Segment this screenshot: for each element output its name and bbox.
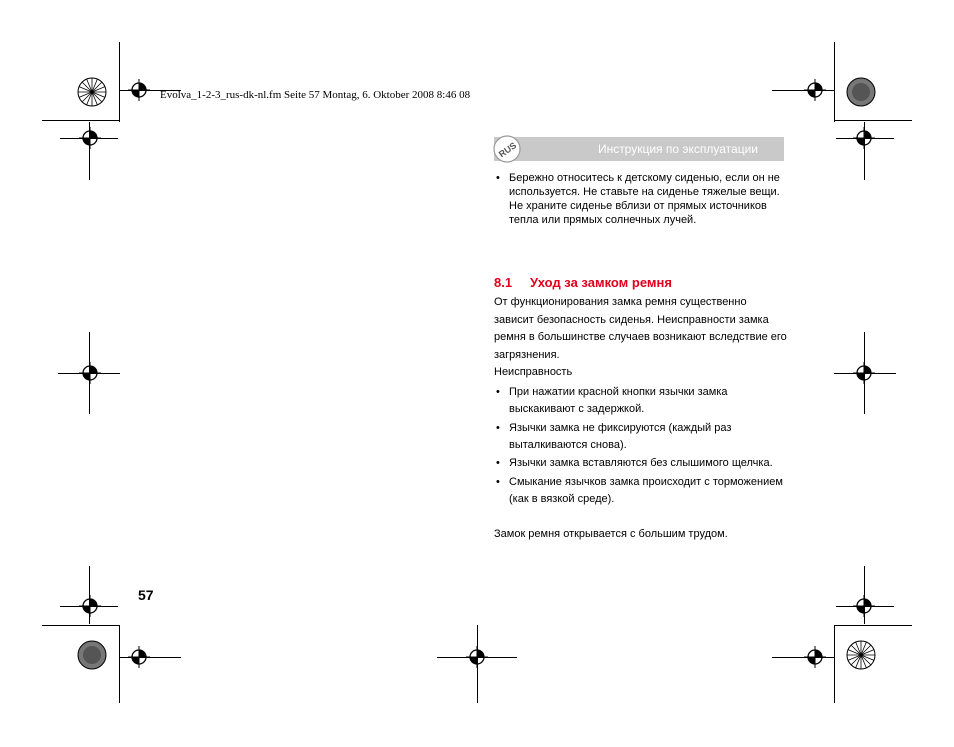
registration-crosshair-icon [79, 595, 101, 617]
registration-crosshair-icon [128, 646, 150, 668]
running-header-title: Инструкция по эксплуатации [597, 142, 758, 156]
registration-crosshair-icon [804, 646, 826, 668]
language-badge-label: RUS [496, 140, 519, 160]
registration-crosshair-icon [466, 646, 488, 668]
registration-crosshair-icon [853, 362, 875, 384]
list-item: • Бережно относитесь к детскому сиденью, если он не используется. Не ставьте на сиденье тяжелые вещи. Не храните сиденье вблизи от прямых источников тепла или прямых солнечных лучей. [494, 171, 786, 227]
list-item: • При нажатии красной кнопки язычки замка выскакивают с задержкой. [494, 384, 786, 418]
grey-rosette-icon [846, 77, 876, 107]
malfunctions-list [494, 384, 786, 509]
section-number: 8.1 [494, 275, 513, 290]
running-header [494, 137, 784, 161]
print-header: Evolva_1-2-3_rus-dk-nl.fm Seite 57 Montag, 6. Oktober 2008 8:46 08 [160, 89, 471, 101]
list-item: • Смыкание язычков замка происходит с торможением (как в вязкой среде). [494, 474, 786, 508]
starburst-rosette-icon [846, 640, 876, 670]
closing-line: Замок ремня открывается с большим трудом. [494, 528, 728, 540]
body-paragraph: От функционирования замка ремня существенно зависит безопасность сиденья. Неисправности замка ремня в большинстве случаев возникают вследствие его загрязнения. [494, 296, 787, 361]
list-item: • Язычки замка вставляются без слышимого щелчка. [494, 455, 786, 472]
registration-crosshair-icon [128, 79, 150, 101]
page-number: 57 [138, 587, 154, 603]
registration-crosshair-icon [853, 595, 875, 617]
starburst-rosette-icon [77, 77, 107, 107]
intro-list [494, 171, 786, 227]
malfunctions-label: Неисправность [494, 366, 573, 378]
registration-crosshair-icon [804, 79, 826, 101]
list-item: • Язычки замка не фиксируются (каждый раз выталкиваются снова). [494, 420, 786, 454]
registration-crosshair-icon [79, 362, 101, 384]
grey-rosette-icon [77, 640, 107, 670]
registration-crosshair-icon [853, 127, 875, 149]
section-title: Уход за замком ремня [530, 275, 672, 290]
section-heading [494, 275, 672, 290]
registration-crosshair-icon [79, 127, 101, 149]
